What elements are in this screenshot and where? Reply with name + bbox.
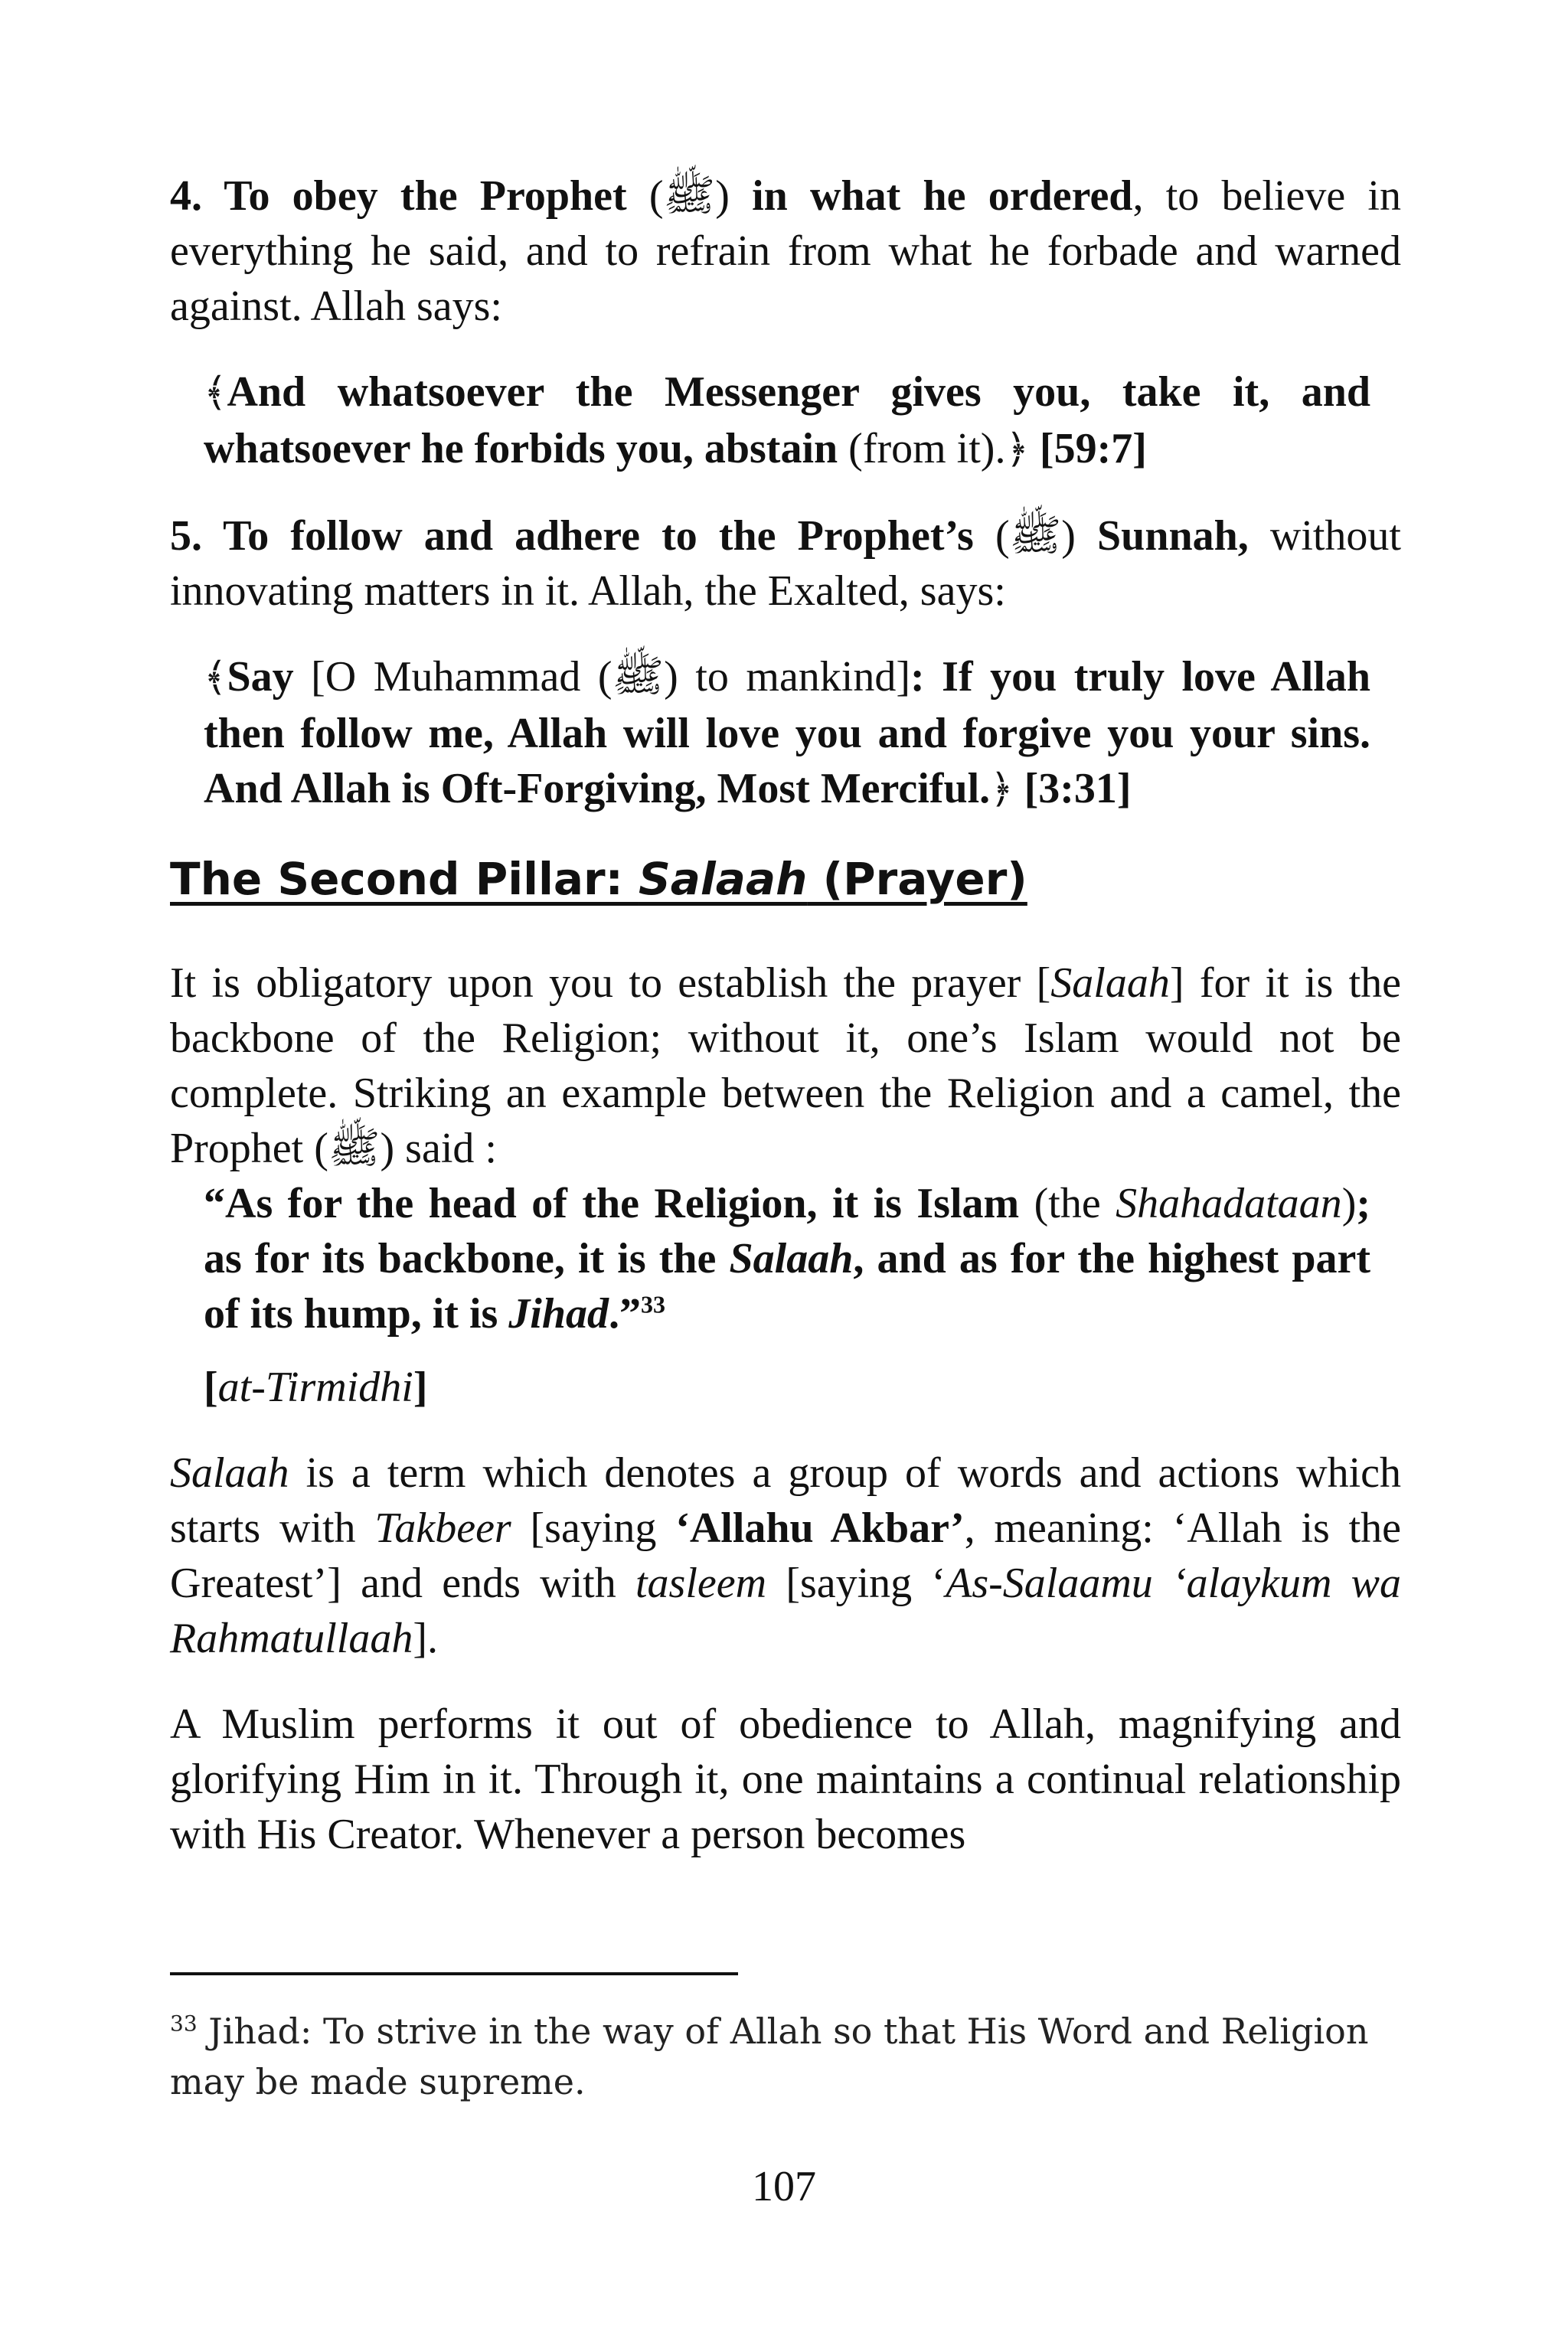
ref-open: [ (204, 1364, 218, 1411)
para-2-bold: ‘Allahu Akbar’ (675, 1504, 965, 1552)
para-2-e: ]. (413, 1615, 438, 1662)
para-2-italic-3: tasleem (635, 1560, 767, 1607)
hadith-quote (204, 1176, 1370, 1341)
heading-italic: Salaah (639, 853, 808, 905)
paragraph-1 (170, 956, 1401, 1176)
page-number: 107 (752, 2163, 816, 2210)
hadith-bold-italic-1: Salaah (729, 1235, 854, 1282)
para-2-c: , meaning: ‘Allah is the Greatest’] and ends with (170, 1504, 1402, 1607)
item-5 (170, 508, 1401, 619)
hadith-bold-3: , and as for the highest part of its hump, it is (204, 1235, 1371, 1338)
quran-quote-3-31 (204, 649, 1370, 818)
item-5-lead: 5. To follow and adhere to the Prophet’s (170, 512, 995, 560)
hadith-plain-2: ) (1341, 1180, 1357, 1227)
item-5-text: without innovating matters in it. Allah, the Exalted, says: (170, 512, 1401, 615)
para-1-a: It is obligatory upon you to establish the prayer [ (170, 959, 1051, 1007)
para-2-d: [saying ‘ (766, 1560, 946, 1607)
hadith-bold-2: ; as for its backbone, it is the (204, 1180, 1370, 1282)
quote-1-bold: And whatsoever the Messenger gives you, take it, and whatsoever he forbids you, abstain (204, 368, 1370, 472)
para-2-b: [saying (511, 1504, 676, 1552)
footnote-text: Jihad: To strive in the way of Allah so that His Word and Religion may be made supreme. (170, 2011, 1369, 2102)
salawat-symbol: (ﷺ) (648, 172, 730, 220)
quote-2-bold: : If you truly love Allah then follow me, Allah will love you and forgive you your sins. And Allah is Oft-Forgiving, Most Merciful. (204, 653, 1371, 812)
item-4-text: , to believe in everything he said, and to refrain from what he forbade and warned against. Allah says: (170, 172, 1401, 330)
paragraph-2 (170, 1446, 1401, 1666)
salawat-symbol: (ﷺ) (995, 512, 1076, 560)
quran-quote-59-7 (204, 364, 1370, 478)
hadith-italic-1: Shahadataan (1116, 1180, 1342, 1227)
heading-prefix: The Second Pillar: (170, 853, 639, 905)
quote-2-plain: [O Muhammad (ﷺ) to mankind] (293, 653, 911, 701)
quote-close-bracket: ﴿ (990, 768, 1014, 812)
para-2-italic-2: Takbeer (374, 1504, 511, 1552)
quote-1-reference: [59:7] (1028, 425, 1147, 472)
para-1-b: ] for it is the backbone of the Religion; without it, one’s Islam would not be complete. Striking an example between the Religion and a camel, the Prophet (ﷺ) said : (170, 959, 1401, 1172)
item-4 (170, 168, 1401, 334)
quote-close-bracket: ﴿ (1005, 428, 1029, 472)
ref-close: ] (413, 1364, 428, 1411)
footnote-marker[interactable]: 33 (641, 1290, 665, 1318)
hadith-bold-1: “As for the head of the Religion, it is Islam (204, 1180, 1020, 1227)
footnote-33 (170, 2006, 1395, 2107)
quote-open-bracket: ﴾ (204, 656, 227, 700)
hadith-reference (204, 1360, 1401, 1415)
para-1-italic: Salaah (1050, 959, 1170, 1007)
para-2-italic-1: Salaah (170, 1449, 289, 1497)
item-4-bold: in what he ordered (729, 172, 1133, 220)
section-heading (170, 848, 1401, 910)
ref-source: at-Tirmidhi (217, 1364, 413, 1411)
quote-2-say: Say (227, 653, 294, 701)
quote-1-plain: (from it). (838, 425, 1006, 472)
quote-open-bracket: ﴾ (204, 371, 227, 415)
hadith-bold-italic-2: Jihad (508, 1290, 609, 1338)
item-4-lead: 4. To obey the Prophet (170, 172, 649, 220)
para-2-a: is a term which denotes a group of words and actions which starts with (170, 1449, 1401, 1552)
hadith-plain-1: (the (1019, 1180, 1116, 1227)
footnote-divider (170, 1972, 738, 1975)
footnote-number: 33 (170, 2011, 198, 2037)
para-2-italic-4: As-Salaamu ‘alaykum wa Rahmatullaah (170, 1560, 1401, 1662)
hadith-bold-4: .” (609, 1290, 641, 1338)
item-5-bold: Sunnah, (1075, 512, 1249, 560)
page-body (170, 168, 1401, 1862)
paragraph-3: A Muslim performs it out of obedience to Allah, magnifying and glorifying Him in it. Through it, one maintains a continual relationship with His Creator. Whenever a person becomes (170, 1700, 1401, 1858)
heading-suffix: (Prayer) (807, 853, 1027, 905)
quote-2-reference: [3:31] (1013, 765, 1132, 812)
